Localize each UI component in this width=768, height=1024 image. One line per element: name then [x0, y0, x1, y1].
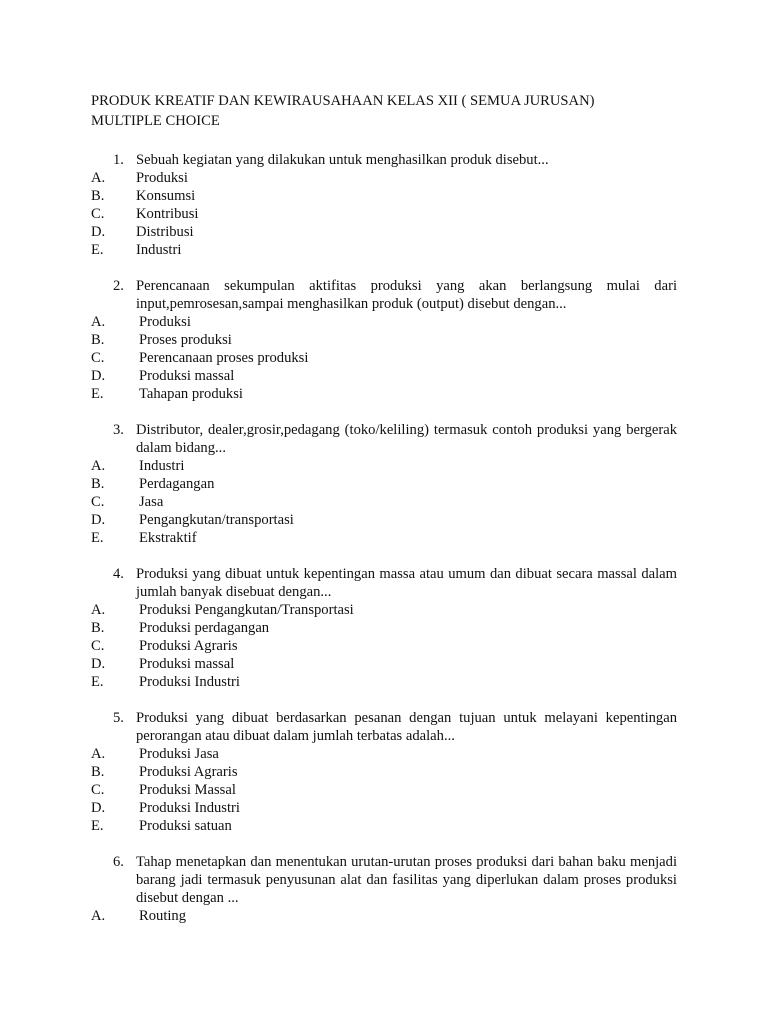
option-label: D.	[91, 512, 106, 528]
option-text: Proses produksi	[139, 332, 232, 348]
question-4	[91, 565, 677, 691]
option-label: E.	[91, 242, 104, 258]
option-text: Produksi	[136, 170, 188, 186]
option-label: C.	[91, 350, 105, 366]
option-text: Industri	[139, 458, 185, 474]
option-text: Tahapan produksi	[139, 386, 243, 402]
option-a	[91, 169, 677, 187]
option-a	[91, 313, 677, 331]
option-label: C.	[91, 206, 105, 222]
option-b	[91, 475, 677, 493]
option-label: A.	[91, 170, 106, 186]
option-list	[91, 169, 677, 259]
option-e	[91, 385, 677, 403]
option-a	[91, 907, 677, 925]
option-label: A.	[91, 602, 106, 618]
option-label: B.	[91, 476, 105, 492]
option-label: B.	[91, 188, 105, 204]
question-text: Produksi yang dibuat untuk kepentingan massa atau umum dan dibuat secara massal dalam jumlah banyak disebuat dengan...	[136, 566, 677, 600]
option-label: D.	[91, 368, 106, 384]
option-list	[91, 313, 677, 403]
question-stem	[91, 277, 677, 313]
option-c	[91, 205, 677, 223]
option-label: E.	[91, 386, 104, 402]
option-label: D.	[91, 800, 106, 816]
option-e	[91, 529, 677, 547]
option-label: C.	[91, 782, 105, 798]
option-label: E.	[91, 530, 104, 546]
option-label: B.	[91, 332, 105, 348]
question-6	[91, 853, 677, 925]
option-text: Kontribusi	[136, 206, 199, 222]
option-label: A.	[91, 458, 106, 474]
question-text: Produksi yang dibuat berdasarkan pesanan dengan tujuan untuk melayani kepentingan perorangan atau dibuat dalam jumlah terbatas adalah...	[136, 710, 677, 744]
option-label: D.	[91, 224, 106, 240]
option-e	[91, 241, 677, 259]
option-a	[91, 745, 677, 763]
option-a	[91, 601, 677, 619]
option-label: B.	[91, 620, 105, 636]
option-text: Produksi satuan	[139, 818, 232, 834]
question-stem	[91, 853, 677, 907]
option-c	[91, 781, 677, 799]
option-label: B.	[91, 764, 105, 780]
option-c	[91, 493, 677, 511]
option-list	[91, 601, 677, 691]
question-list	[91, 151, 677, 925]
title-line-1: PRODUK KREATIF DAN KEWIRAUSAHAAN KELAS XII ( SEMUA JURUSAN)	[91, 93, 595, 109]
option-c	[91, 349, 677, 367]
option-text: Produksi Industri	[139, 674, 240, 690]
option-text: Produksi Jasa	[139, 746, 219, 762]
option-text: Perdagangan	[139, 476, 215, 492]
option-label: D.	[91, 656, 106, 672]
option-text: Ekstraktif	[139, 530, 197, 546]
option-label: C.	[91, 638, 105, 654]
title-line-2: MULTIPLE CHOICE	[91, 113, 220, 129]
option-b	[91, 331, 677, 349]
option-c	[91, 637, 677, 655]
option-d	[91, 655, 677, 673]
question-text: Perencanaan sekumpulan aktifitas produksi yang akan berlangsung mulai dari input,pemrosesan,sampai menghasilkan produk (output) disebut dengan...	[136, 278, 677, 312]
option-text: Perencanaan proses produksi	[139, 350, 309, 366]
question-stem	[91, 565, 677, 601]
option-e	[91, 817, 677, 835]
question-number: 5.	[113, 710, 124, 726]
option-text: Produksi Massal	[139, 782, 236, 798]
option-d	[91, 367, 677, 385]
option-text: Industri	[136, 242, 182, 258]
option-text: Pengangkutan/transportasi	[139, 512, 294, 528]
option-text: Produksi Industri	[139, 800, 240, 816]
question-stem	[91, 151, 677, 169]
option-label: E.	[91, 818, 104, 834]
question-text: Sebuah kegiatan yang dilakukan untuk menghasilkan produk disebut...	[136, 152, 549, 168]
question-2	[91, 277, 677, 403]
option-text: Produksi massal	[139, 656, 235, 672]
option-b	[91, 187, 677, 205]
option-text: Produksi perdagangan	[139, 620, 270, 636]
document-content	[91, 91, 677, 943]
question-number: 4.	[113, 566, 124, 582]
question-stem	[91, 709, 677, 745]
option-text: Produksi Agraris	[139, 764, 238, 780]
question-3	[91, 421, 677, 547]
option-list	[91, 745, 677, 835]
option-d	[91, 799, 677, 817]
option-text: Produksi	[139, 314, 191, 330]
question-stem	[91, 421, 677, 457]
option-text: Konsumsi	[136, 188, 196, 204]
option-a	[91, 457, 677, 475]
option-text: Produksi massal	[139, 368, 235, 384]
question-1	[91, 151, 677, 259]
option-d	[91, 223, 677, 241]
option-label: E.	[91, 674, 104, 690]
option-text: Routing	[139, 908, 187, 924]
question-number: 2.	[113, 278, 124, 294]
option-text: Distribusi	[136, 224, 194, 240]
question-text: Distributor, dealer,grosir,pedagang (toko/keliling) termasuk contoh produksi yang bergerak dalam bidang...	[136, 422, 677, 456]
option-label: A.	[91, 314, 106, 330]
option-label: C.	[91, 494, 105, 510]
option-d	[91, 511, 677, 529]
option-text: Produksi Agraris	[139, 638, 238, 654]
question-text: Tahap menetapkan dan menentukan urutan-urutan proses produksi dari bahan baku menjadi barang jadi termasuk penyusunan alat dan fasilitas yang diperlukan dalam proses produksi disebut dengan ...	[136, 854, 677, 906]
option-list	[91, 457, 677, 547]
question-number: 6.	[113, 854, 124, 870]
option-text: Jasa	[139, 494, 164, 510]
question-number: 3.	[113, 422, 124, 438]
option-list	[91, 907, 677, 925]
option-label: A.	[91, 908, 106, 924]
option-b	[91, 619, 677, 637]
option-text: Produksi Pengangkutan/Transportasi	[139, 602, 354, 618]
option-label: A.	[91, 746, 106, 762]
question-number: 1.	[113, 152, 124, 168]
document-title	[91, 91, 677, 131]
option-e	[91, 673, 677, 691]
option-b	[91, 763, 677, 781]
question-5	[91, 709, 677, 835]
